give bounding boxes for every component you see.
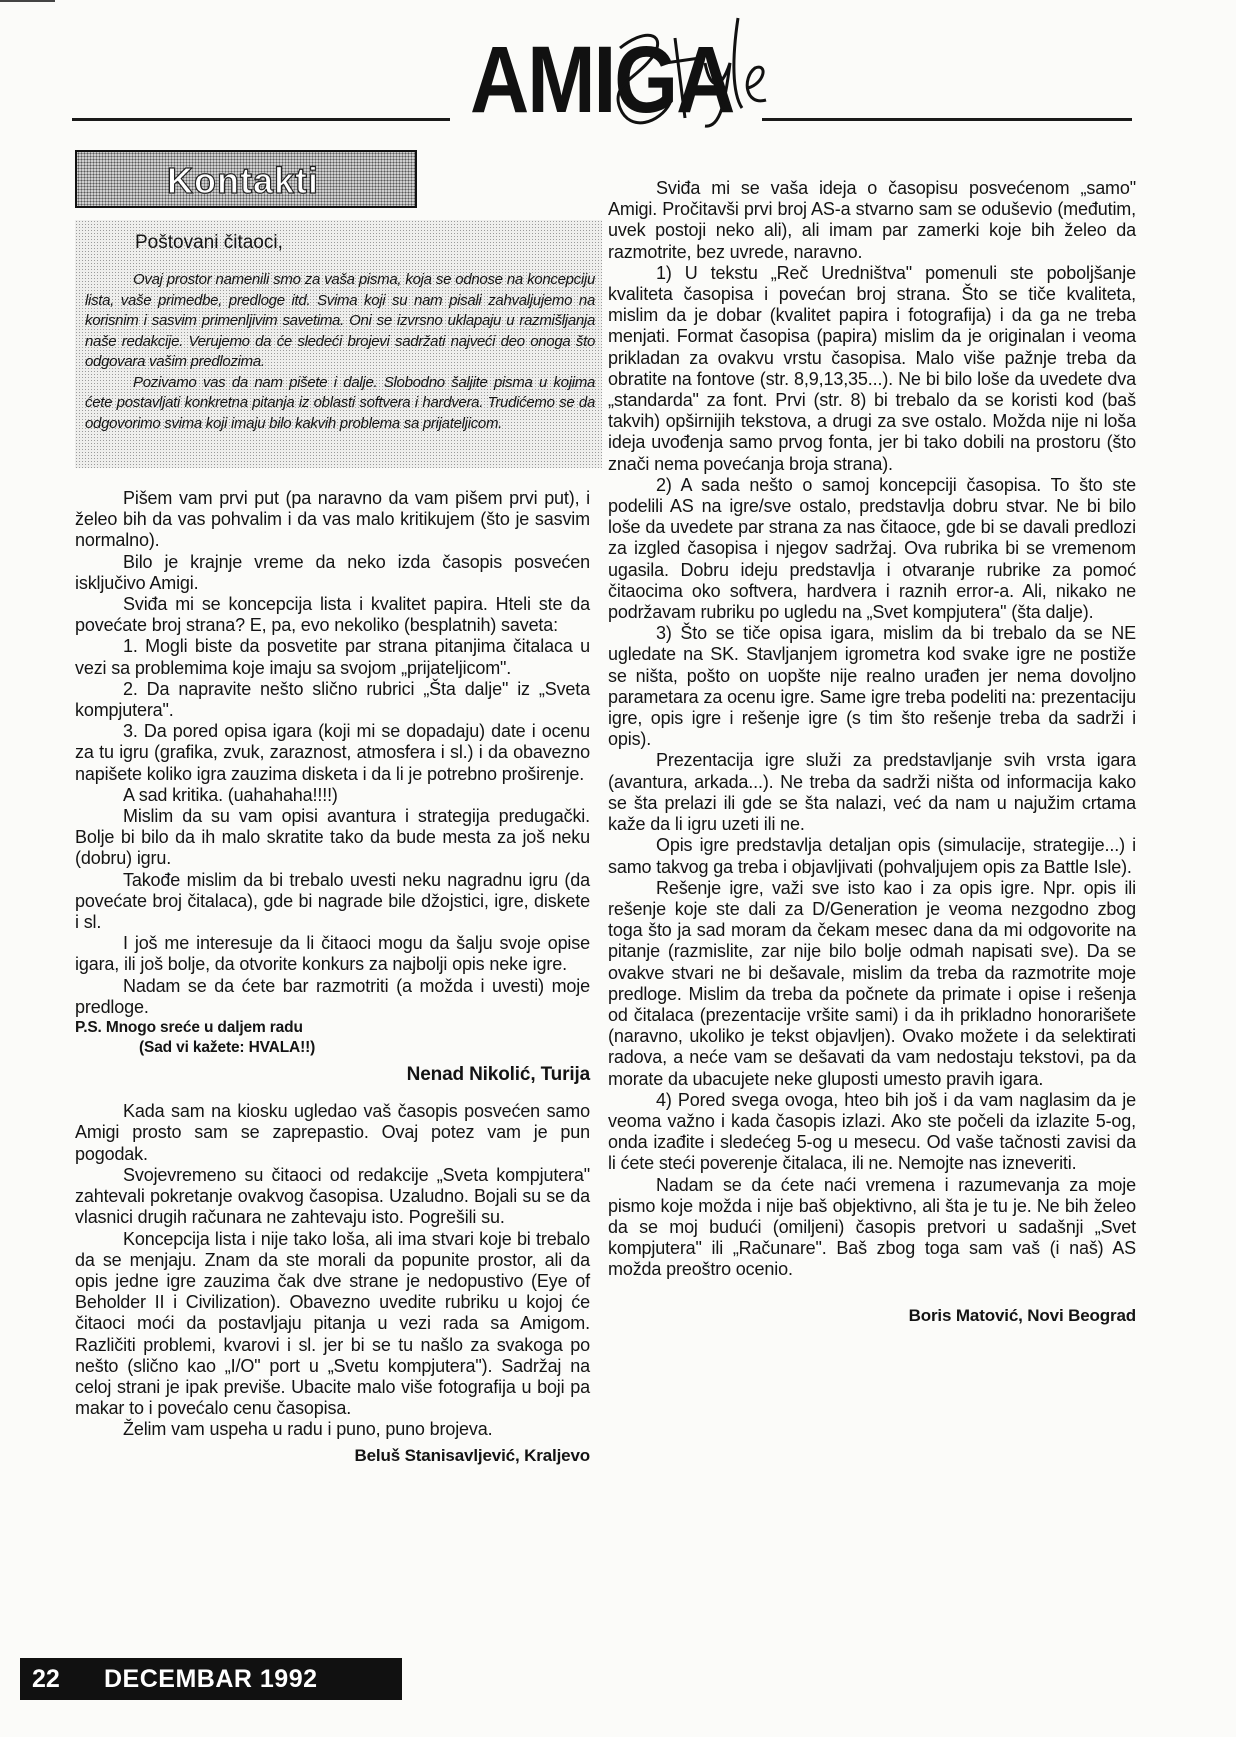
logo-style-script — [470, 8, 770, 138]
intro-paragraph: Pozivamo vas da nam pišete i dalje. Slobodno šaljite pisma u kojima ćete postavljati konkretna pitanja iz oblasti softvera i hardvera. Trudićemo se da odgovorimo svima koji imaju bilo kakvih problema sa prijateljicom. — [85, 373, 595, 432]
letter-paragraph: Sviđa mi se koncepcija lista i kvalitet papira. Hteli ste da povećate broj strana? E, pa, evo nekoliko (besplatnih) saveta: — [75, 594, 590, 636]
letter-paragraph: Nadam se da ćete naći vremena i razumevanja za moje pismo koje možda i nije baš objektivno, ali šta je tu je. Ne bih želeo da se moj budući (omiljeni) časopis pretvori u sadašnji „Svet kompjutera" ili „Računare". Baš zbog toga sam vaš (i naš) AS možda preoštro ocenio. — [608, 1174, 1136, 1280]
letter-paragraph: A sad kritika. (uahahaha!!!!) — [123, 784, 338, 805]
right-column — [608, 178, 1136, 1326]
letter-paragraph: Koncepcija lista i nije tako loša, ali ima stvari koje bi trebalo da se menjaju. Znam da ste morali da popunite prostor, ali da opis jedne igre zauzima čak dve strane je nedopustivo (Eye of Beholder II i Civilization). Obavezno uvedite rubriku u kojoj će čitaoci moći da postavljaju pitanja u vezi rada sa Amigom. Različiti problemi, kvarovi i sl. jer bi se tu našlo za svakoga po nešto (slično kao „I/O" port u „Svetu kompjutera"). Sadržaj na celoj strani je ipak previše. Ubacite malo više fotografija u boji pa makar to i povećalo cenu časopisa. — [75, 1228, 590, 1419]
letter-signature: Beluš Stanisavljević, Kraljevo — [354, 1445, 590, 1465]
logo-amiga-text: AMIGA — [470, 28, 734, 133]
header-rule-right — [762, 118, 1132, 121]
letter-paragraph: Opis igre predstavlja detaljan opis (simulacije, strategije...) i samo takvog ga treba i objavljivati (pohvaljujem opis za Battle Isle). — [608, 835, 1136, 877]
letter-paragraph: 4) Pored svega ovoga, hteo bih još i da vam naglasim da je veoma važno i kada časopis izlazi. Ako ste počeli da izlazite 5-og, onda izađite i sledećeg 5-og u mesecu. Od vaše tačnosti zavisi da li ćete steći poverenje čitalaca, ili ne. Nemojte nas izneveriti. — [608, 1089, 1136, 1174]
letter-belus-stanisavljevic — [75, 1101, 590, 1465]
letter-paragraph: Rešenje igre, važi sve isto kao i za opis igre. Npr. opis ili rešenje koje ste dali za D/Generation je veoma nezgodno zbog toga što ja sad moram da čekam mesec dana da mi odgovorite na pitanje (razmislite, zar nije bilo bolje odmah napisati sve). Da se ovakve stvari ne bi dešavale, mislim da treba da razmotrite moje predloge. Mislim da treba da počnete da primate i opise i rešenja od čitalaca (prezentacije vršite sami) i da ih prikladno honorarišete (naravno, ukoliko je tekst objavljen). Ovako možete i da selektirati radova, a neće vam se dešavati da vam nedostaju tekstovi, pa da morate da ubacujete neke gluposti umesto pravih igara. — [608, 877, 1136, 1089]
letter-signature: Nenad Nikolić, Turija — [406, 1064, 590, 1086]
letter-paragraph: 1) U tekstu „Reč Uredništva" pomenuli ste poboljšanje kvaliteta časopisa i povećan broj strana. Što se tiče kvaliteta, mislim da je dobar (kvalitet papira i fotografija) i da ga ne treba menjati. Format časopisa (papira) mislim da je originalan i veoma prikladan za ovakvu vrstu časopisa. Malo više pažnje treba da obratite na fontove (str. 8,9,13,35...). Ne bi bilo loše da uvedete dva „standarda" za font. Prvi (str. 8) bi trebalo da se koristi kod (baš takvih) opširnijih tekstova, a drugi za sve ostalo. Možda nije ni loša ideja uvođenja samo prvog fonta, jer bi tako dobili na prostoru (što znači nema povećanja broja strana). — [608, 262, 1136, 474]
letter-paragraph: Nadam se da ćete bar razmotriti (a možda i uvesti) moje predloge. — [75, 975, 590, 1017]
intro-paragraph: Ovaj prostor namenili smo za vaša pisma, koja se odnose na koncepciju lista, vaše primedbe, predloge itd. Svima koji su nam pisali zahvaljujemo na korisnim i sasvim primenljivim savetima. Oni se izvrsno uklapaju u razmišljanja naše redakcije. Verujemo da će sledeći brojevi sadržati najveći deo onoga što odgovara vašim predlozima. — [85, 271, 595, 370]
section-title-box — [75, 150, 417, 208]
amiga-style-logo — [470, 8, 770, 138]
letter-paragraph: Sviđa mi se vaša ideja o časopisu posvećenom „samo" Amigi. Pročitavši prvi broj AS-a stvarno sam se oduševio (međutim, uvek postoji neko ali), ali imam par zamerki koje bih želeo da razmotrite, bez uvrede, naravno. — [608, 178, 1136, 262]
left-column — [75, 488, 590, 1466]
section-title: Kontakti — [167, 160, 319, 201]
letter-paragraph: Kada sam na kiosku ugledao vaš časopis posvećen samo Amigi prosto sam se zaprepastio. Ovaj potez vam je pun pogodak. — [75, 1101, 590, 1164]
letter-paragraph: Svojevremeno su čitaoci od redakcije „Sveta kompjutera" zahtevali pokretanje ovakvog časopisa. Uzaludno. Bojali su se da vlasnici drugih računara ne zahtevaju isto. Pogrešili su. — [75, 1164, 590, 1228]
intro-greeting: Poštovani čitaoci, — [135, 232, 283, 253]
letter-paragraph: 2. Da napravite nešto slično rubrici „Šta dalje" iz „Sveta kompjutera". — [75, 678, 590, 721]
letter-paragraph: Bilo je krajnje vreme da neko izda časopis posvećen isključivo Amigi. — [75, 551, 590, 593]
letter-paragraph: 3. Da pored opisa igara (koji mi se dopadaju) date i ocenu za tu igru (grafika, zvuk, zaraznost, atmosfera i sl.) i da obavezno napišete koliko igra zauzima disketa i da li je potrebno proširenje. — [75, 721, 590, 784]
issue-date: DECEMBAR 1992 — [104, 1665, 318, 1693]
letter-paragraph: Želim vam uspeha u radu i puno, puno brojeva. — [123, 1419, 493, 1440]
intro-body — [85, 270, 595, 434]
top-edge-mark — [0, 0, 55, 2]
page-footer — [20, 1658, 402, 1700]
editorial-intro-box — [75, 220, 602, 468]
letter-paragraph: Takođe mislim da bi trebalo uvesti neku nagradnu igru (da povećate broj čitalaca), gde bi nagrade bile džojstici, igre, diskete i sl. — [75, 869, 590, 933]
letter-boris-matovic — [608, 178, 1136, 1326]
letter-paragraph: 3) Što se tiče opisa igara, mislim da bi trebalo da se NE ugledate na SK. Stavljanjem igrometra kod svake igre ne postiže se ništa, pošto on uopšte nije realno urađen jer nema dovoljno parametara za ocenu igre. Same igre treba podeliti na: prezentaciju igre, opis igre i rešenje igre (s tim što rešenje treba da sadrži i opis). — [608, 623, 1136, 750]
header-rule-left — [72, 118, 450, 121]
postscript-line: P.S. Mnogo sreće u daljem radu — [75, 1019, 303, 1037]
page-number: 22 — [32, 1665, 60, 1693]
letter-paragraph: I još me interesuje da li čitaoci mogu da šalju svoje opise igara, ili još bolje, da otvorite konkurs za najbolji opis neke igre. — [75, 933, 590, 975]
letter-paragraph: Prezentacija igre služi za predstavljanje svih vrsta igara (avantura, arkada...). Ne treba da sadrži ništa od informacija kako se šta prelazi ili gde se šta nalazi, već da nam u najužim crtama kaže da li igru uzeti ili ne. — [608, 750, 1136, 835]
letter-paragraph: Mislim da su vam opisi avantura i strategija predugački. Bolje bi bilo da ih malo skratite tako da bude mesta za još neku (dobru) igru. — [75, 806, 590, 869]
letter-nenad-nikolic — [75, 488, 590, 1085]
letter-signature: Boris Matović, Novi Beograd — [908, 1305, 1136, 1325]
letter-paragraph: 2) A sada nešto o samoj koncepciji časopisa. To što ste podelili AS na igre/sve ostalo, predstavlja dobru stvar. Ne bi bilo loše da uvedete par strana za nas čitaoce, gde bi se davali predlozi za izgled časopisa i njegov sadržaj. Ova rubrika bi se vremenom ugasila. Dobru ideju predstavlja i otvaranje rubrike za pomoć čitaocima oko softvera, hardvera i raznih error-a. Ali, nikako ne podržavam rubriku po ugledu na „Svet kompjutera" (šta dalje). — [608, 474, 1136, 623]
letter-paragraph: Pišem vam prvi put (pa naravno da vam pišem prvi put), i želeo bih da vas pohvalim i da vas malo kritikujem (što je sasvim normalno). — [75, 488, 590, 551]
letter-paragraph: 1. Mogli biste da posvetite par strana pitanjima čitalaca u vezi sa problemima koje imaju sa svojom „prijateljicom". — [75, 636, 590, 678]
postscript-line: (Sad vi kažete: HVALA!!) — [139, 1039, 316, 1057]
